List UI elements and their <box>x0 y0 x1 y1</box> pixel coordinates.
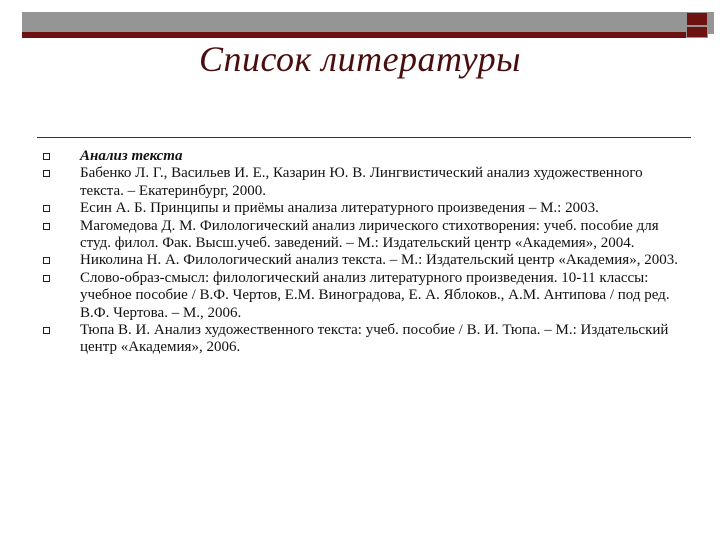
hollow-square-bullet-icon <box>43 327 50 334</box>
bibliography-entry: Бабенко Л. Г., Васильев И. Е., Казарин Ю. В. Лингвистический анализ художественного текста. – Екатеринбург, 2000. <box>80 165 643 199</box>
list-item <box>40 270 680 322</box>
hollow-square-bullet-icon <box>43 223 50 230</box>
list-item <box>40 148 680 165</box>
list-item <box>40 252 680 269</box>
bibliography-entry: Николина Н. А. Филологический анализ текста. – М.: Издательский центр «Академия», 2003. <box>80 252 678 269</box>
bibliography-heading: Анализ текста <box>80 148 183 164</box>
hollow-square-bullet-icon <box>43 153 50 160</box>
list-item <box>40 322 680 357</box>
list-item <box>40 218 680 253</box>
bibliography-entry: Есин А. Б. Принципы и приёмы анализа литературного произведения – М.: 2003. <box>80 200 599 217</box>
corner-decorative-square <box>686 12 708 38</box>
title-divider-line <box>37 137 691 138</box>
list-item <box>40 200 680 217</box>
slide-title: Список литературы <box>198 39 522 79</box>
hollow-square-bullet-icon <box>43 205 50 212</box>
list-item <box>40 165 680 200</box>
hollow-square-bullet-icon <box>43 275 50 282</box>
bibliography-entry: Тюпа В. И. Анализ художественного текста: учеб. пособие / В. И. Тюпа. – М.: Издательский центр «Академия», 2006. <box>80 322 669 356</box>
hollow-square-bullet-icon <box>43 170 50 177</box>
bibliography-entry: Магомедова Д. М. Филологический анализ лирического стихотворения: учеб. пособие для студ. филол. Фак. Высш.учеб. заведений. – М.: Издательский центр «Академия», 2004. <box>80 217 659 252</box>
bibliography-entry: Слово-образ-смысл: филологический анализ литературного произведения. 10-11 классы: учебное пособие / В.Ф. Чертов, Е.М. Виноградова, Е. А. Яблоков., А.М. Антипова / под ред. В.Ф. Чертова. – М., 2006. <box>80 269 670 321</box>
hollow-square-bullet-icon <box>43 257 50 264</box>
bibliography-list <box>40 148 680 357</box>
top-decorative-band-gray <box>22 12 714 34</box>
